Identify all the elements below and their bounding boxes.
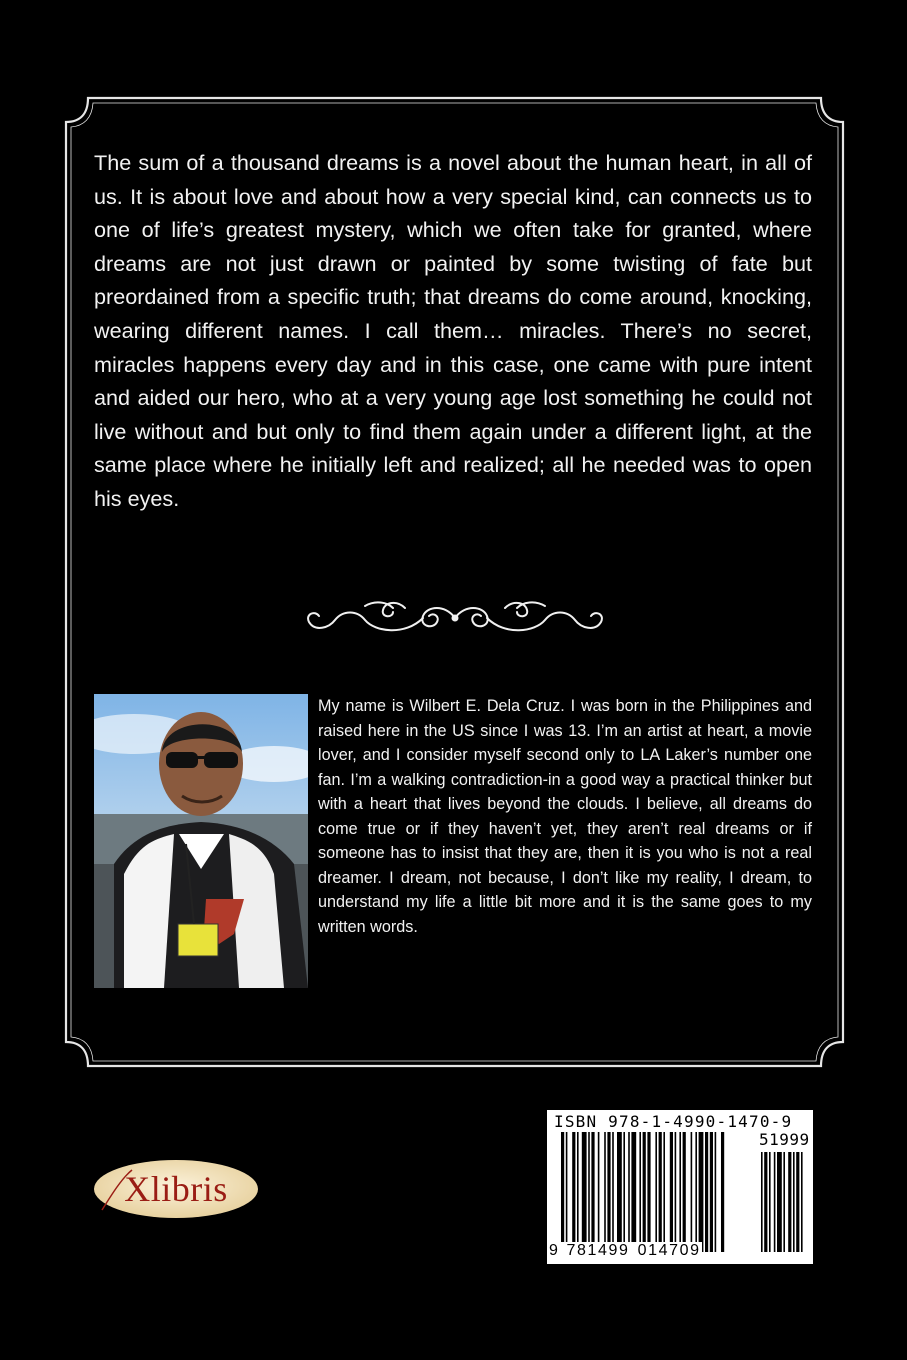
price-code: 51999 [759,1130,810,1149]
barcode-bar [582,1132,587,1252]
barcode-bar [561,1132,564,1252]
author-photo [94,694,308,988]
barcode-bar [705,1132,708,1252]
barcode-bar [612,1132,614,1252]
barcode-bar [683,1132,686,1252]
barcode-bar [598,1132,600,1252]
barcode-bar [670,1132,673,1252]
ean-right-group: 014709 [637,1242,701,1259]
barcode-bar [617,1132,622,1252]
barcode-bar [715,1132,717,1252]
barcode-bar [710,1132,713,1252]
barcode-bar [691,1132,693,1252]
flourish-ornament-icon [305,596,605,640]
barcode-bar [631,1132,636,1252]
ean-first-digit: 9 [549,1242,560,1259]
addon-bar [788,1152,791,1252]
barcode-bar [699,1132,704,1252]
isbn-barcode [547,1110,813,1264]
barcode-bar [588,1132,590,1252]
barcode-bar [591,1132,594,1252]
publisher-name: Xlibris [124,1169,228,1209]
isbn-label: ISBN 978-1-4990-1470-9 [554,1112,793,1131]
barcode-bar [566,1132,568,1252]
ean-left-group: 781499 [566,1242,630,1259]
addon-bar [793,1152,795,1252]
barcode-bar [577,1132,579,1252]
barcode-bar [639,1132,641,1252]
barcode-bar [675,1132,677,1252]
barcode-bar [604,1132,606,1252]
addon-bar [764,1152,767,1252]
addon-bar [774,1152,776,1252]
barcode-bar [679,1132,681,1252]
barcode-bar [628,1132,630,1252]
author-bio: My name is Wilbert E. Dela Cruz. I was born in the Philippines and raised here in the US since I was 13. I’m an artist at heart, a movie lover, and I consider myself second only to LA Laker’s number one fan. I’m a walking contradiction-in a good way a practical thinker but with a heart that lives beyond the clouds. I believe, all dreams do come true or if they haven’t yet, they aren’t real dreams or if someone has to insist that they are, then it is you who is not a real dreamer. I dream, not because, I don’t like my reality, I dream, to understand my life a little bit more and it is the same goes to my written words. [318,697,812,936]
barcode-bar [572,1132,575,1252]
barcode-bar [663,1132,665,1252]
barcode-bar [647,1132,650,1252]
barcode-bar [695,1132,697,1252]
barcode-bar [655,1132,657,1252]
addon-bar [801,1152,803,1252]
publisher-logo [92,1158,260,1220]
addon-bar [796,1152,799,1252]
addon-bar [783,1152,785,1252]
back-cover-blurb: The sum of a thousand dreams is a novel about the human heart, in all of us. It is about love and about how a very special kind, can connects us to one of life’s greatest mystery, which we often take for granted, where dreams are not just drawn or painted by some twisting of fate but preordained from a specific truth; that dreams do come around, knocking, wearing different names. I call them… miracles. There’s no secret, miracles happens every day and in this case, one came with pure intent and aided our hero, who at a very young age lost something he could not live without and but only to find them again under a different light, at the same place where he initially left and realized; all he needed was to open his eyes. [94,150,812,511]
ean-number [549,1242,702,1260]
addon-bar [761,1152,763,1252]
barcode-bars [547,1110,813,1264]
barcode-bar [607,1132,610,1252]
barcode-bar [643,1132,646,1252]
barcode-bar [623,1132,625,1252]
barcode-bar [659,1132,662,1252]
addon-bar [777,1152,782,1252]
addon-bar [769,1152,771,1252]
barcode-bar [721,1132,724,1252]
